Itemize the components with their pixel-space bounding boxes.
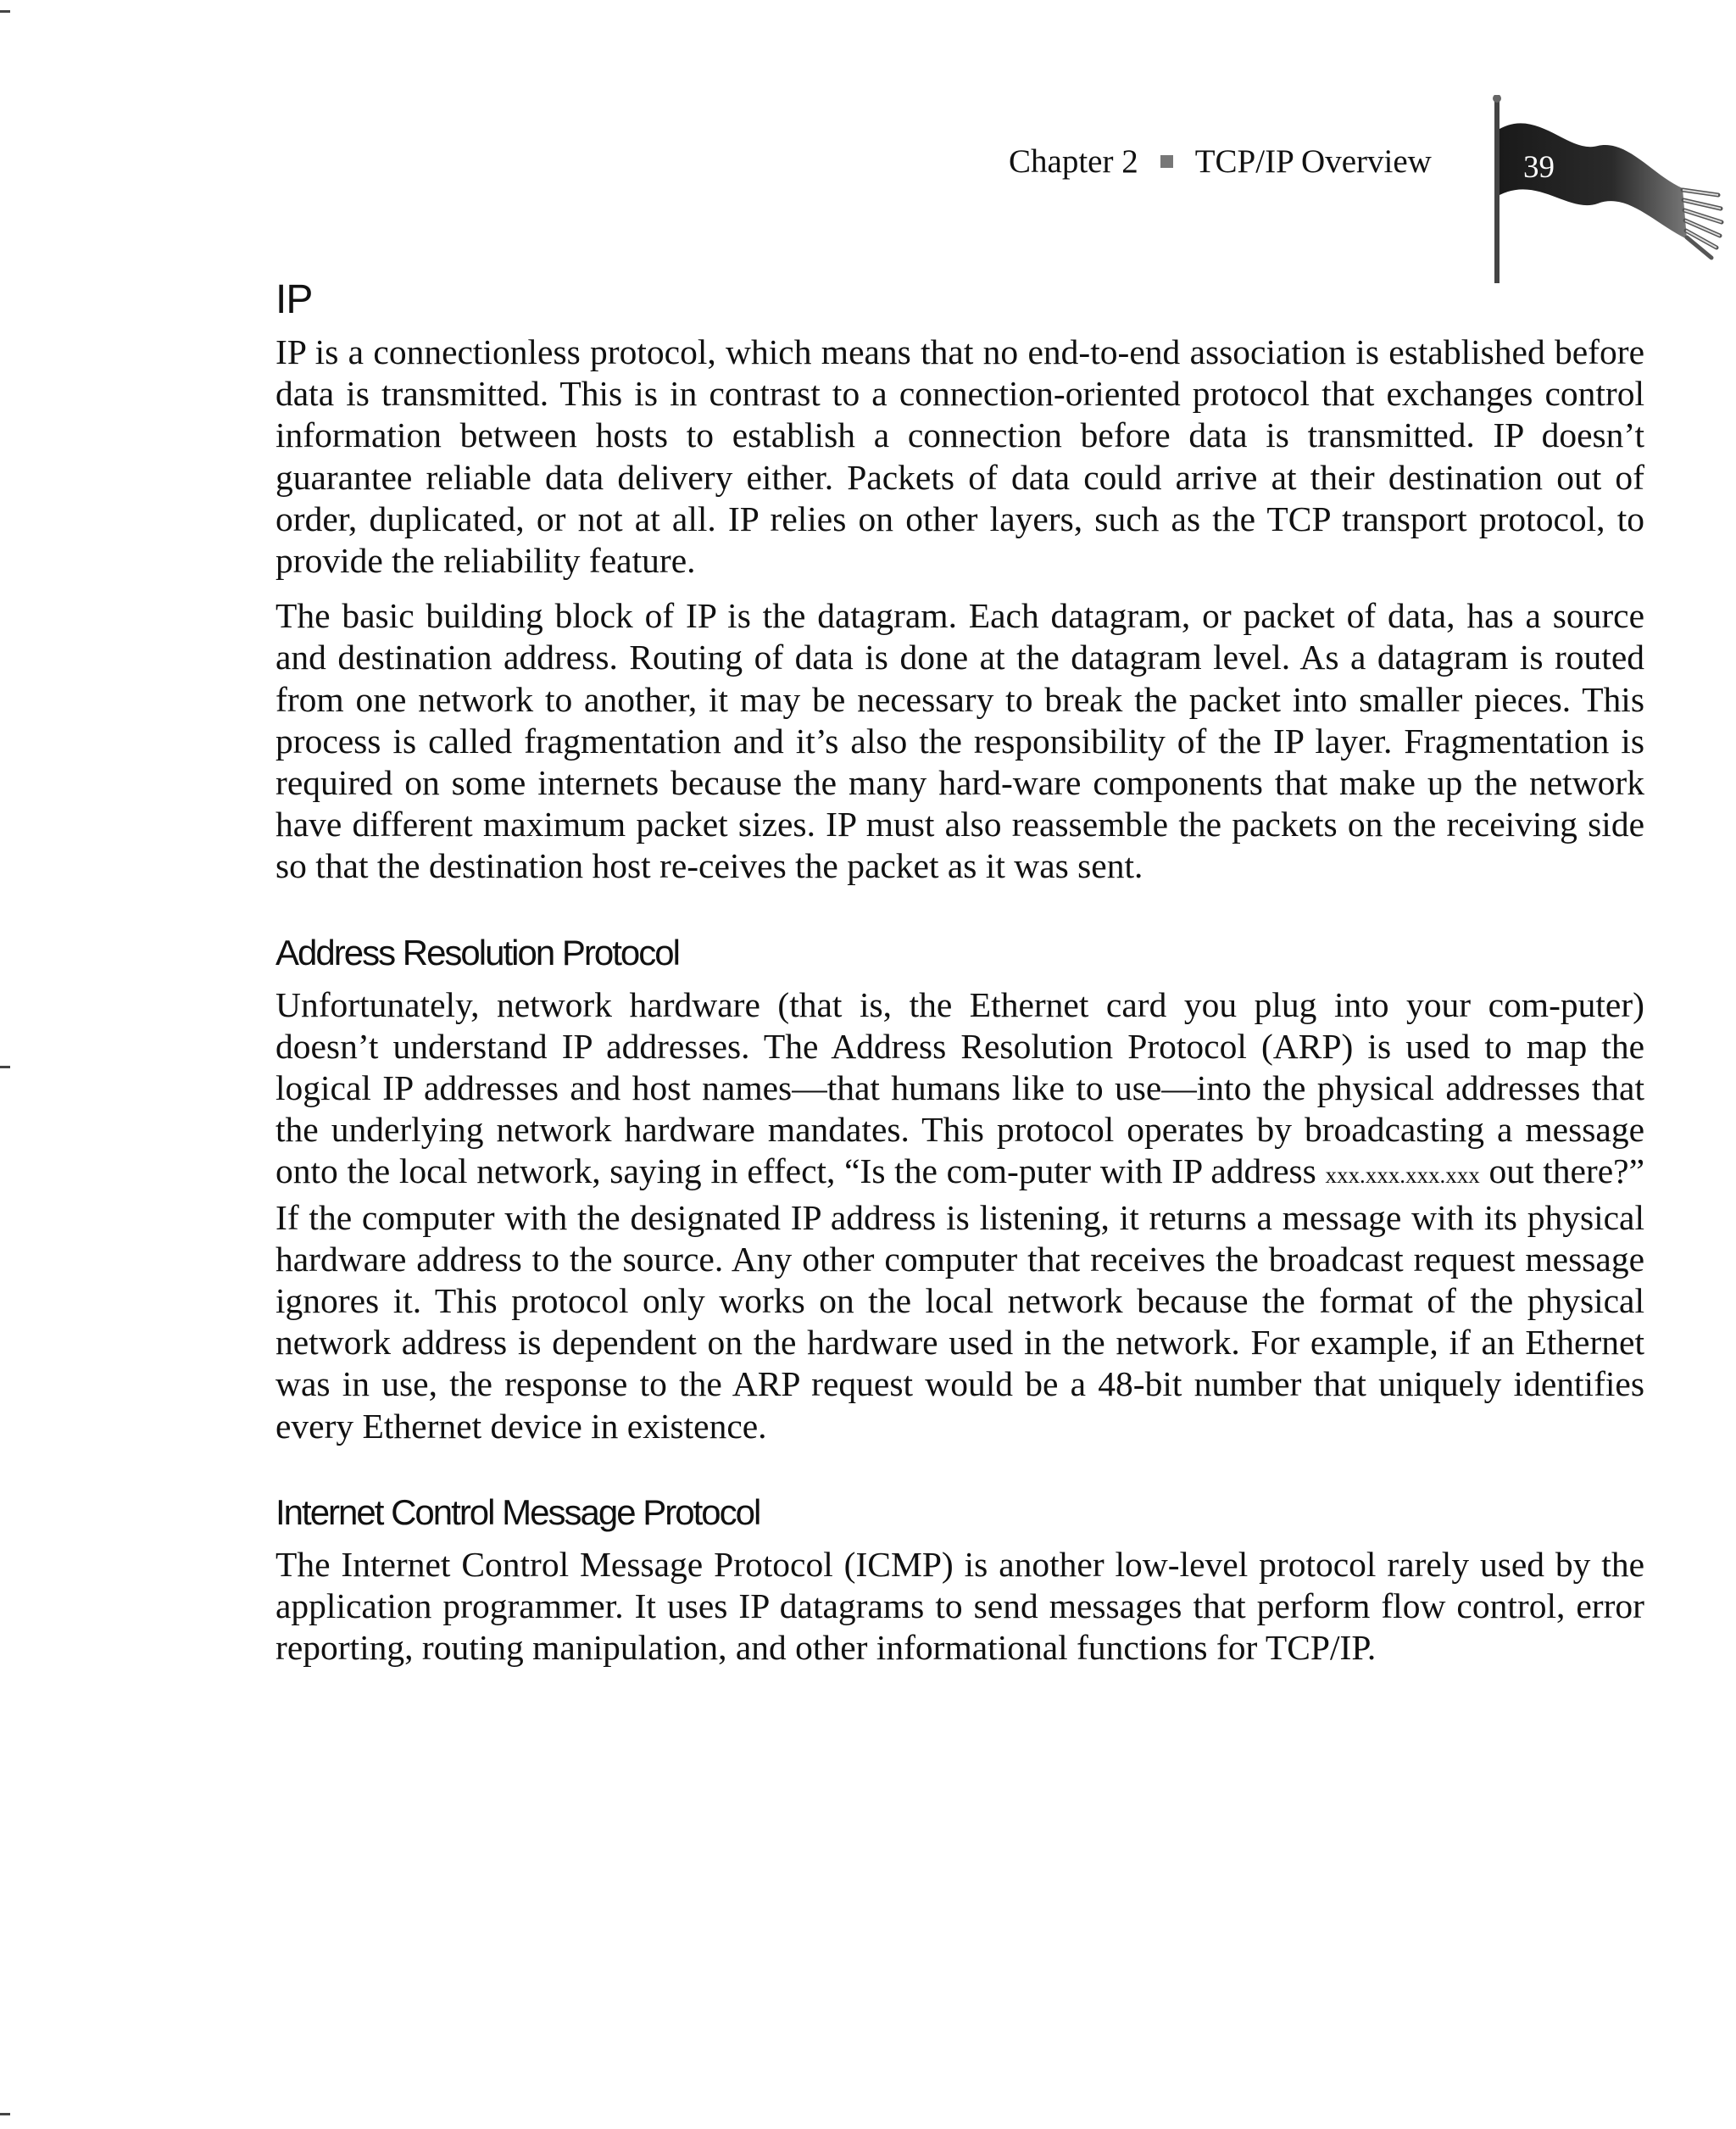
page-body (275, 276, 1644, 1669)
ip-paragraph-2: The basic building block of IP is the datagram. Each datagram, or packet of data, has a source and destination address. Routing of data is done at the datagram level. As a datagram is routed from one network to another, it may be necessary to break the packet into smaller pieces. This process is called fragmentation and it’s also the responsibility of the IP layer. Fragmentation is required on some internets because the many hard-ware components that make up the network have different maximum packet sizes. IP must also reassemble the packets on the receiving side so that the destination host re-ceives the packet as it was sent. (275, 596, 1644, 886)
section-heading-arp: Address Resolution Protocol (275, 932, 679, 973)
section-heading-ip: IP (275, 277, 313, 322)
margin-tick-middle (0, 1066, 10, 1068)
ip-paragraph-1: IP is a connectionless protocol, which means that no end-to-end association is established before data is transmitted. This is in contrast to a connection-oriented protocol that exchanges control information between hosts to establish a connection before data is transmitted. IP doesn’t guarantee reliable data delivery either. Packets of data could arrive at their destination out of order, duplicated, or not at all. IP relies on other layers, such as the TCP transport protocol, to provide the reliability feature. (275, 332, 1644, 581)
chapter-label: Chapter 2 (1009, 143, 1138, 180)
icmp-paragraph: The Internet Control Message Protocol (ICMP) is another low-level protocol rarely used by the application programmer. It uses IP datagrams to send messages that perform flow control, error reporting, routing manipulation, and other informational functions for TCP/IP. (275, 1544, 1644, 1668)
waving-flag-icon (1471, 95, 1725, 286)
arp-paragraph (275, 984, 1644, 1447)
section-heading-icmp: Internet Control Message Protocol (275, 1491, 760, 1532)
margin-tick-bottom (0, 2113, 10, 2115)
chapter-title: TCP/IP Overview (1194, 143, 1432, 180)
margin-tick-top (0, 10, 10, 13)
arp-text-before: Unfortunately, network hardware (that is, the Ethernet card you plug into your com-puter) doesn’t understand IP addresses. The Address Resolution Protocol (ARP) is used to map the logical IP addresses and host names—that humans like to use—into the physical addresses that the underlying network hardware mandates. This protocol operates by broadcasting a message onto the local network, saying in effect, “Is the com-puter with IP address (275, 984, 1644, 1191)
running-head (1009, 142, 1432, 181)
page-number: 39 (1523, 150, 1555, 185)
ip-address-placeholder: xxx.xxx.xxx.xxx (1325, 1162, 1480, 1189)
arp-text-after: out there?” If the computer with the designated IP address is listening, it returns a message with its physical hardware address to the source. Any other computer that receives the broadcast request message ignores it. This protocol only works on the local network because the format of the physical network address is dependent on the hardware used in the network. For example, if an Ethernet was in use, the response to the ARP request would be a 48-bit number that uniquely identifies every Ethernet device in existence. (275, 1151, 1645, 1446)
separator-square-icon (1160, 155, 1173, 168)
